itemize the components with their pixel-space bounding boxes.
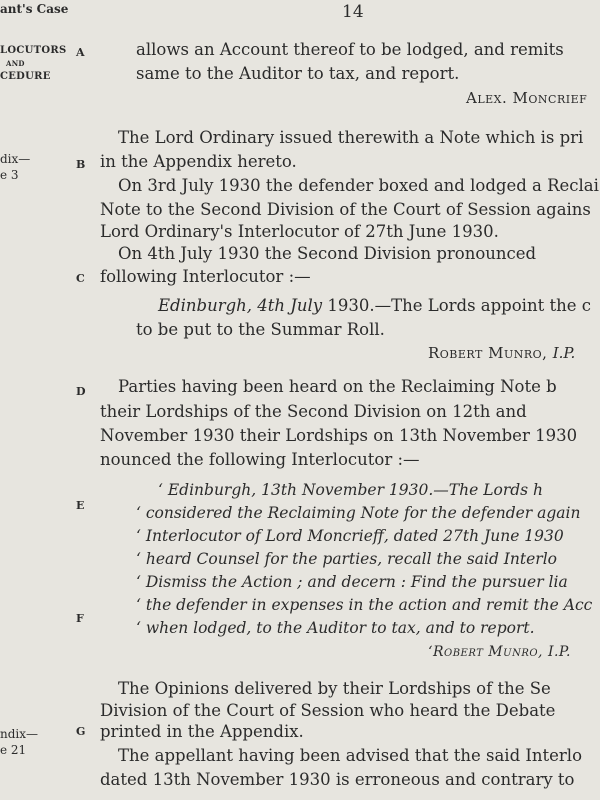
marker-f: F [76, 612, 84, 625]
text-line: On 3rd July 1930 the defender boxed and lodged a Reclai [118, 176, 599, 195]
text-line [158, 296, 591, 316]
text-line: On 4th July 1930 the Second Division pronounced [118, 244, 537, 263]
sidenote-line: LOCUTORS [0, 45, 67, 56]
page-number: 14 [342, 2, 364, 22]
text-fragment: 1930.—The Lords appoint the c [322, 296, 591, 315]
signature-munro-quoted: ‘Robert Munro, I.P. [428, 644, 571, 660]
sidenote-appendix-page-21 [0, 726, 38, 758]
marker-e: E [76, 499, 85, 512]
quote-line: ‘ the defender in expenses in the action and remit the Acc [136, 596, 593, 614]
sidenote-line: CEDURE [0, 71, 51, 82]
text-line: The appellant having been advised that the said Interlo [118, 746, 583, 765]
marker-g: G [76, 725, 86, 738]
quote-line: ‘ considered the Reclaiming Note for the defender again [136, 504, 581, 522]
text-line: Lord Ordinary's Interlocutor of 27th June 1930. [100, 222, 499, 241]
text-line: Division of the Court of Session who heard the Debate [100, 701, 556, 720]
text-line: in the Appendix hereto. [100, 152, 297, 171]
sidenote-line: and [6, 58, 25, 69]
quote-line: ‘ Dismiss the Action ; and decern : Find the pursuer lia [136, 573, 568, 591]
marker-a: A [76, 46, 85, 59]
sidenote-line: dix— [0, 152, 31, 166]
text-line: printed in the Appendix. [100, 722, 304, 741]
signature-title: I.P. [552, 344, 576, 362]
marker-c: C [76, 272, 85, 285]
marker-b: B [76, 158, 86, 171]
text-line: The Lord Ordinary issued therewith a Note which is pri [118, 128, 584, 147]
marker-d: D [76, 385, 86, 398]
text-line: Note to the Second Division of the Court of Session agains [100, 200, 591, 219]
sidenote-appendix-page-3 [0, 151, 30, 183]
quote-line: ‘ heard Counsel for the parties, recall the said Interlo [136, 550, 557, 568]
signature-moncrieff: Alex. Moncrief [466, 89, 588, 107]
text-italic-fragment: Edinburgh, 4th July [158, 296, 323, 315]
text-line: allows an Account thereof to be lodged, and remits [136, 40, 564, 59]
text-line: The Opinions delivered by their Lordships of the Se [118, 679, 551, 698]
signature-munro [428, 343, 575, 363]
text-line: to be put to the Summar Roll. [136, 320, 385, 339]
quote-line: ‘ Interlocutor of Lord Moncrieff, dated 27th June 1930 [136, 527, 564, 545]
quote-line: ‘ Edinburgh, 13th November 1930.—The Lords h [158, 481, 544, 499]
text-line: Parties having been heard on the Reclaiming Note b [118, 377, 557, 396]
sidenote-line: e 21 [0, 743, 27, 757]
sidenote-interlocutors [0, 44, 67, 83]
text-line: nounced the following Interlocutor :— [100, 450, 420, 469]
signature-name: Robert Munro, [428, 344, 553, 362]
text-line: same to the Auditor to tax, and report. [136, 64, 460, 83]
text-line: November 1930 their Lordships on 13th November 1930 [100, 426, 578, 445]
text-line: their Lordships of the Second Division on 12th and [100, 402, 527, 421]
quote-line: ‘ when lodged, to the Auditor to tax, and to report. [136, 619, 535, 637]
text-line: dated 13th November 1930 is erroneous and contrary to [100, 770, 575, 789]
text-line: following Interlocutor :— [100, 267, 311, 286]
running-head: ant's Case [0, 2, 69, 16]
sidenote-line: ndix— [0, 727, 39, 741]
sidenote-line: e 3 [0, 168, 19, 182]
